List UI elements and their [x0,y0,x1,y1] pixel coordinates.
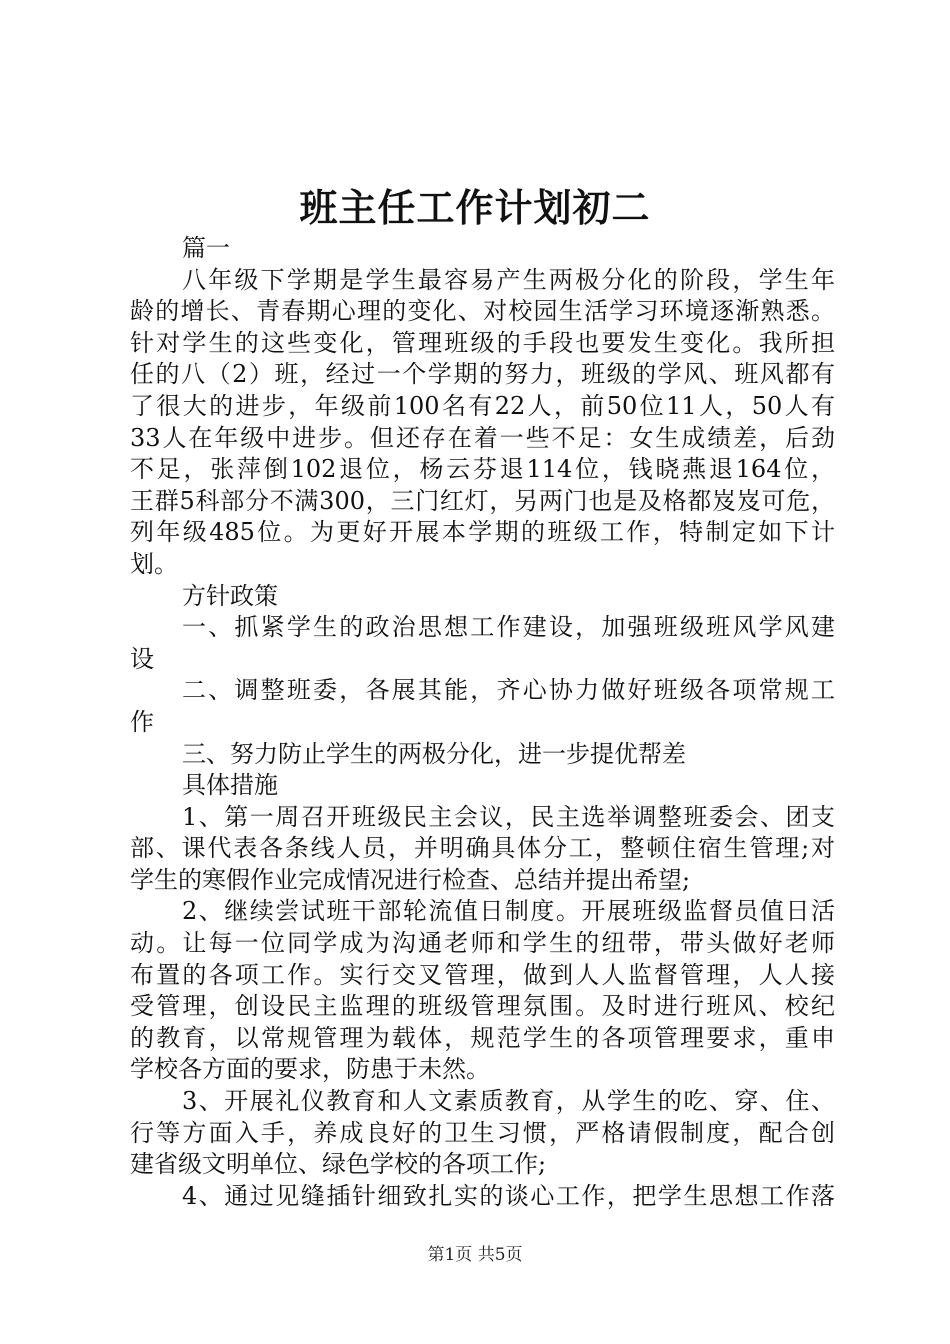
text-line: 任的八（2）班，经过一个学期的努力，班级的学风、班风都有 [130,360,835,389]
text-line: 方针政策 [182,581,278,610]
text-line: 学生的寒假作业完成情况进行检查、总结并提出希望; [130,865,691,894]
text-line: 部、课代表各条线人员，并明确具体分工，整顿住宿生管理;对 [130,834,835,863]
page-footer: 第1页 共5页 [427,1245,523,1265]
text-line: 受管理，创设民主监理的班级管理氛围。及时进行班风、校纪 [130,992,835,1021]
text-line: 学校各方面的要求，防患于未然。 [130,1055,490,1084]
text-line: 一、抓紧学生的政治思想工作建设，加强班级班风学风建 [182,613,835,642]
text-line: 4、通过见缝插针细致扎实的谈心工作，把学生思想工作落 [182,1181,835,1210]
document-title: 班主任工作计划初二 [299,185,651,230]
text-line: 龄的增长、青春期心理的变化、对校园生活学习环境逐渐熟悉。 [130,297,835,326]
text-line: 2、继续尝试班干部轮流值日制度。开展班级监督员值日活 [182,897,835,926]
text-line: 建省级文明单位、绿色学校的各项工作; [130,1150,547,1179]
text-line: 三、努力防止学生的两极分化，进一步提优帮差 [182,739,686,768]
text-line: 具体措施 [182,771,278,800]
text-line: 篇一 [182,234,230,262]
text-line: 布置的各项工作。实行交叉管理，做到人人监督管理，人人接 [130,960,835,989]
text-line: 动。让每一位同学成为沟通老师和学生的纽带，带头做好老师 [130,929,835,958]
text-line: 33人在年级中进步。但还存在着一些不足：女生成绩差，后劲 [130,423,835,452]
text-line: 列年级485位。为更好开展本学期的班级工作，特制定如下计 [130,518,835,547]
text-line: 八年级下学期是学生最容易产生两极分化的阶段，学生年 [182,265,835,294]
text-line: 针对学生的这些变化，管理班级的手段也要发生变化。我所担 [130,328,835,357]
text-line: 设 [130,644,154,673]
text-line: 二、调整班委，各展其能，齐心协力做好班级各项常规工 [182,676,835,705]
text-line: 划。 [130,549,178,578]
text-line: 作 [130,707,154,736]
text-line: 的教育，以常规管理为载体，规范学生的各项管理要求，重申 [130,1023,835,1052]
text-line: 行等方面入手，养成良好的卫生习惯，严格请假制度，配合创 [130,1118,835,1147]
text-line: 不足，张萍倒102退位，杨云芬退114位，钱晓燕退164位， [130,455,835,484]
document-body [130,233,835,1212]
text-line: 3、开展礼仪教育和人文素质教育，从学生的吃、穿、住、 [182,1087,835,1116]
text-line: 1、第一周召开班级民主会议，民主选举调整班委会、团支 [182,802,835,831]
text-line: 王群5科部分不满300，三门红灯，另两门也是及格都岌岌可危， [130,486,835,515]
text-line: 了很大的进步，年级前100名有22人，前50位11人，50人有 [130,391,835,420]
